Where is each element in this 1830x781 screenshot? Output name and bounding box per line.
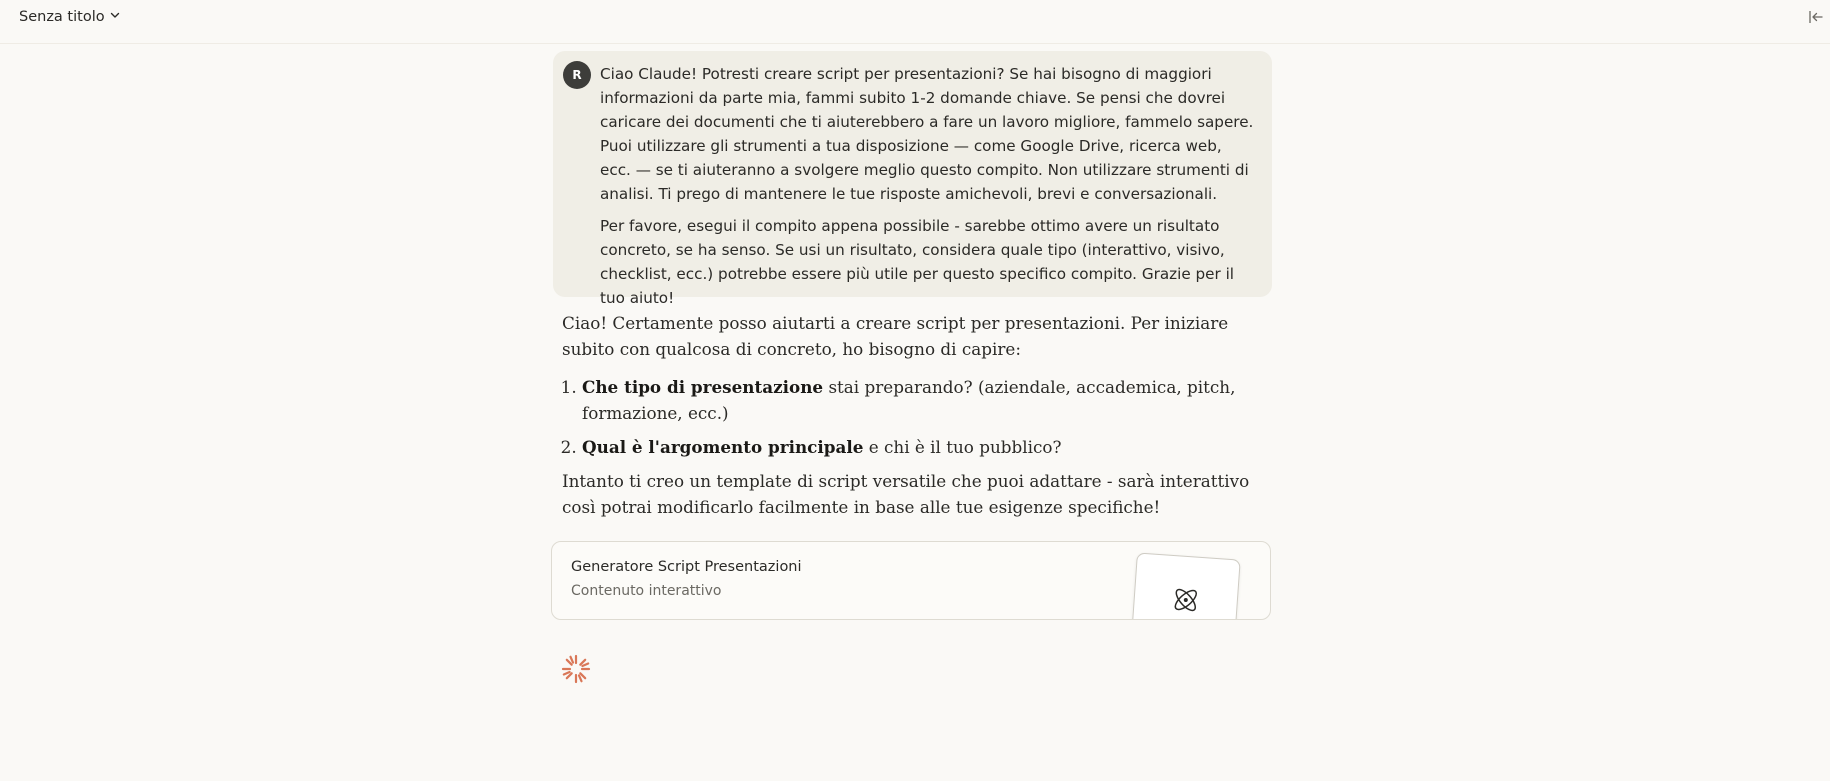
conversation-title: Senza titolo [19, 9, 105, 25]
artifact-thumbnail [1131, 552, 1240, 620]
list-item [582, 374, 1262, 426]
user-message-paragraph: Per favore, esegui il compito appena possibile - sarebbe ottimo avere un risultato concreto, se ha senso. Se usi un risultato, considera quale tipo (interattivo, visivo, checklist, ecc.) potrebbe essere più utile per questo specifico compito. Grazie per il tuo aiuto! [600, 217, 1235, 307]
artifact-title: Generatore Script Presentazioni [571, 559, 802, 575]
top-bar [0, 0, 1830, 44]
artifact-subtitle: Contenuto interattivo [571, 583, 722, 599]
avatar: R [563, 61, 591, 89]
question-rest: e chi è il tuo pubblico? [863, 437, 1062, 457]
assistant-message [562, 310, 1262, 532]
list-item [582, 434, 1262, 460]
question-bold: Qual è l'argomento principale [582, 437, 864, 457]
question-list [562, 374, 1262, 460]
assistant-intro: Ciao! Certamente posso aiutarti a creare script per presentazioni. Per iniziare subito con qualcosa di concreto, ho bisogno di capire: [562, 313, 1229, 359]
user-message-paragraph: Ciao Claude! Potresti creare script per presentazioni? Se hai bisogno di maggiori informazioni da parte mia, fammi subito 1-2 domande chiave. Se pensi che dovrei caricare dei documenti che ti aiuterebbero a fare un lavoro migliore, fammelo sapere. Puoi utilizzare gli strumenti a tua disposizione — come Google Drive, ricerca web, ecc. — se ti aiuteranno a svolgere meglio questo compito. Non utilizzare strumenti di analisi. Ti prego di mantenere le tue risposte amichevoli, brevi e conversazionali. [600, 65, 1254, 203]
collapse-sidebar-button[interactable] [1808, 9, 1830, 29]
user-message [553, 51, 1272, 307]
collapse-sidebar-icon [1808, 10, 1824, 29]
question-bold: Che tipo di presentazione [582, 377, 824, 397]
claude-spinner-icon [560, 653, 592, 685]
assistant-outro: Intanto ti creo un template di script versatile che puoi adattare - sarà interattivo così potrai modificarlo facilmente in base alle tue esigenze specifiche! [562, 471, 1250, 517]
conversation-title-button[interactable] [19, 9, 121, 25]
artifact-card[interactable] [551, 541, 1271, 620]
question-rest: stai preparando? (aziendale, accademica, pitch, formazione, ecc.) [582, 377, 1236, 423]
atom-icon [1170, 584, 1202, 616]
chevron-down-icon [109, 9, 121, 25]
